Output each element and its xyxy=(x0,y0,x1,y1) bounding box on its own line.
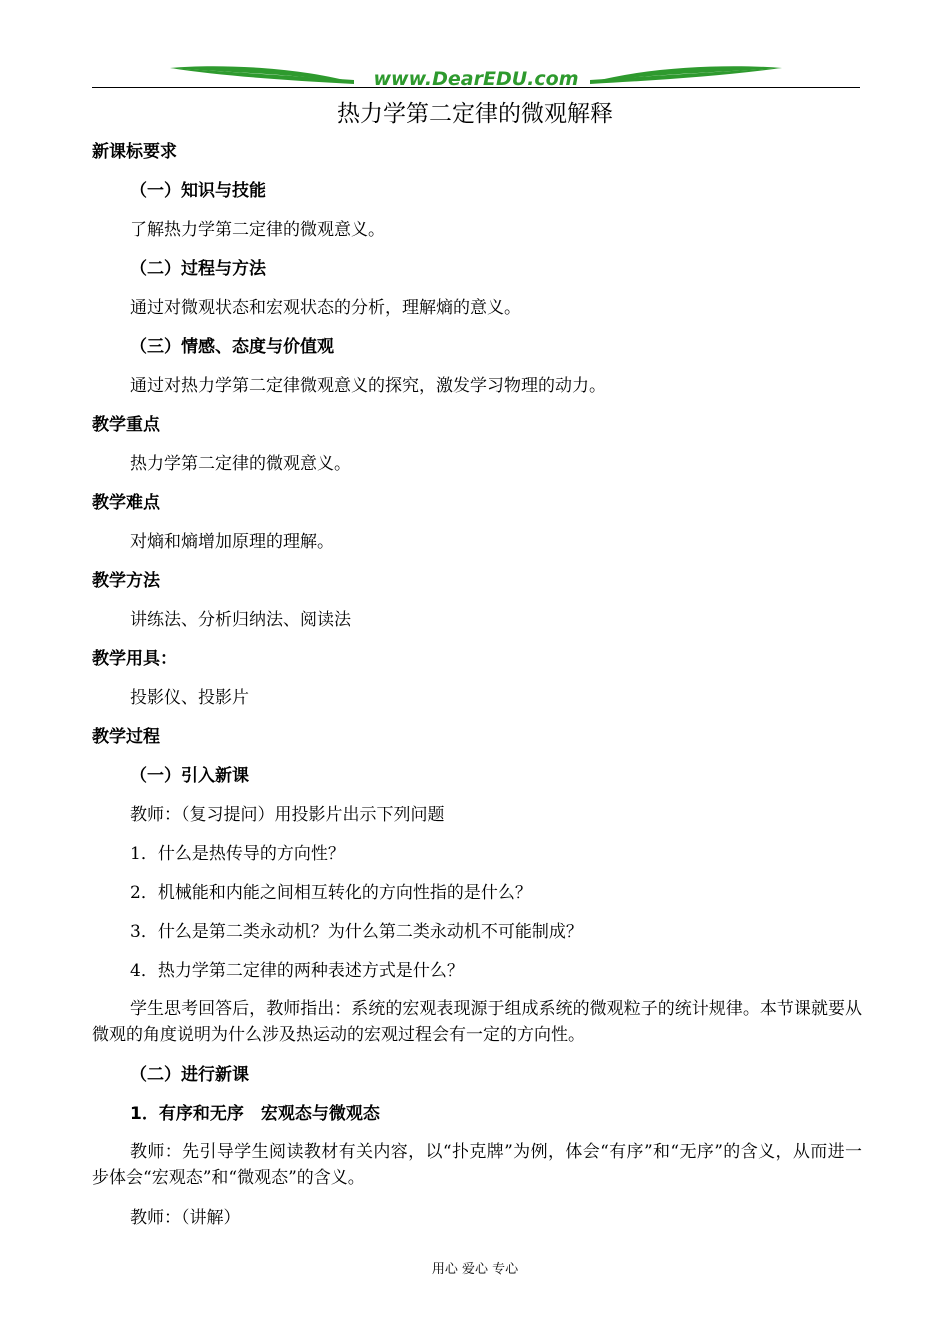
subheading-new-lesson: （二）进行新课 xyxy=(130,1065,249,1085)
text-process: 通过对微观状态和宏观状态的分析，理解熵的意义。 xyxy=(130,298,521,318)
subheading-knowledge: （一）知识与技能 xyxy=(130,181,266,201)
paragraph-order-disorder: 教师：先引导学生阅读教材有关内容，以“扑克牌”为例，体会“有序”和“无序”的含义，从而进一步体会“宏观态”和“微观态”的含义。 xyxy=(92,1142,862,1188)
text-teacher-explain: 教师：（讲解） xyxy=(130,1208,241,1228)
section-heading-key-points: 教学重点 xyxy=(92,415,160,435)
text-difficulties: 对熵和熵增加原理的理解。 xyxy=(130,532,334,552)
page-footer: 用心 爱心 专心 xyxy=(431,1262,519,1277)
section-heading-standards: 新课标要求 xyxy=(92,142,177,162)
subheading-order-disorder: 1．有序和无序 宏观态与微观态 xyxy=(130,1104,380,1124)
text-values: 通过对热力学第二定律微观意义的探究，激发学习物理的动力。 xyxy=(130,376,606,396)
subheading-intro: （一）引入新课 xyxy=(130,766,249,786)
question-item: 4．热力学第二定律的两种表述方式是什么？ xyxy=(130,961,464,981)
section-heading-methods: 教学方法 xyxy=(92,571,160,591)
section-heading-difficulties: 教学难点 xyxy=(92,493,160,513)
paragraph-intro-summary: 学生思考回答后，教师指出：系统的宏观表现源于组成系统的微观粒子的统计规律。本节课就要从微观的角度说明为什么涉及热运动的宏观过程会有一定的方向性。 xyxy=(92,999,862,1045)
section-heading-tools: 教学用具： xyxy=(92,649,177,669)
subheading-process: （二）过程与方法 xyxy=(130,259,266,279)
section-heading-process: 教学过程 xyxy=(92,727,160,747)
page-title: 热力学第二定律的微观解释 xyxy=(337,101,613,127)
text-knowledge: 了解热力学第二定律的微观意义。 xyxy=(130,220,385,240)
question-item: 2．机械能和内能之间相互转化的方向性指的是什么？ xyxy=(130,883,532,903)
logo-text: www.DearEDU.com xyxy=(373,68,579,90)
text-tools: 投影仪、投影片 xyxy=(130,688,249,708)
text-methods: 讲练法、分析归纳法、阅读法 xyxy=(130,610,351,630)
question-item: 1．什么是热传导的方向性？ xyxy=(130,844,345,864)
question-item: 3．什么是第二类永动机？为什么第二类永动机不可能制成？ xyxy=(130,922,583,942)
text-key-points: 热力学第二定律的微观意义。 xyxy=(130,454,351,474)
text-intro: 教师：（复习提问）用投影片出示下列问题 xyxy=(130,805,445,825)
header-rule xyxy=(92,87,860,88)
subheading-values: （三）情感、态度与价值观 xyxy=(130,337,334,357)
